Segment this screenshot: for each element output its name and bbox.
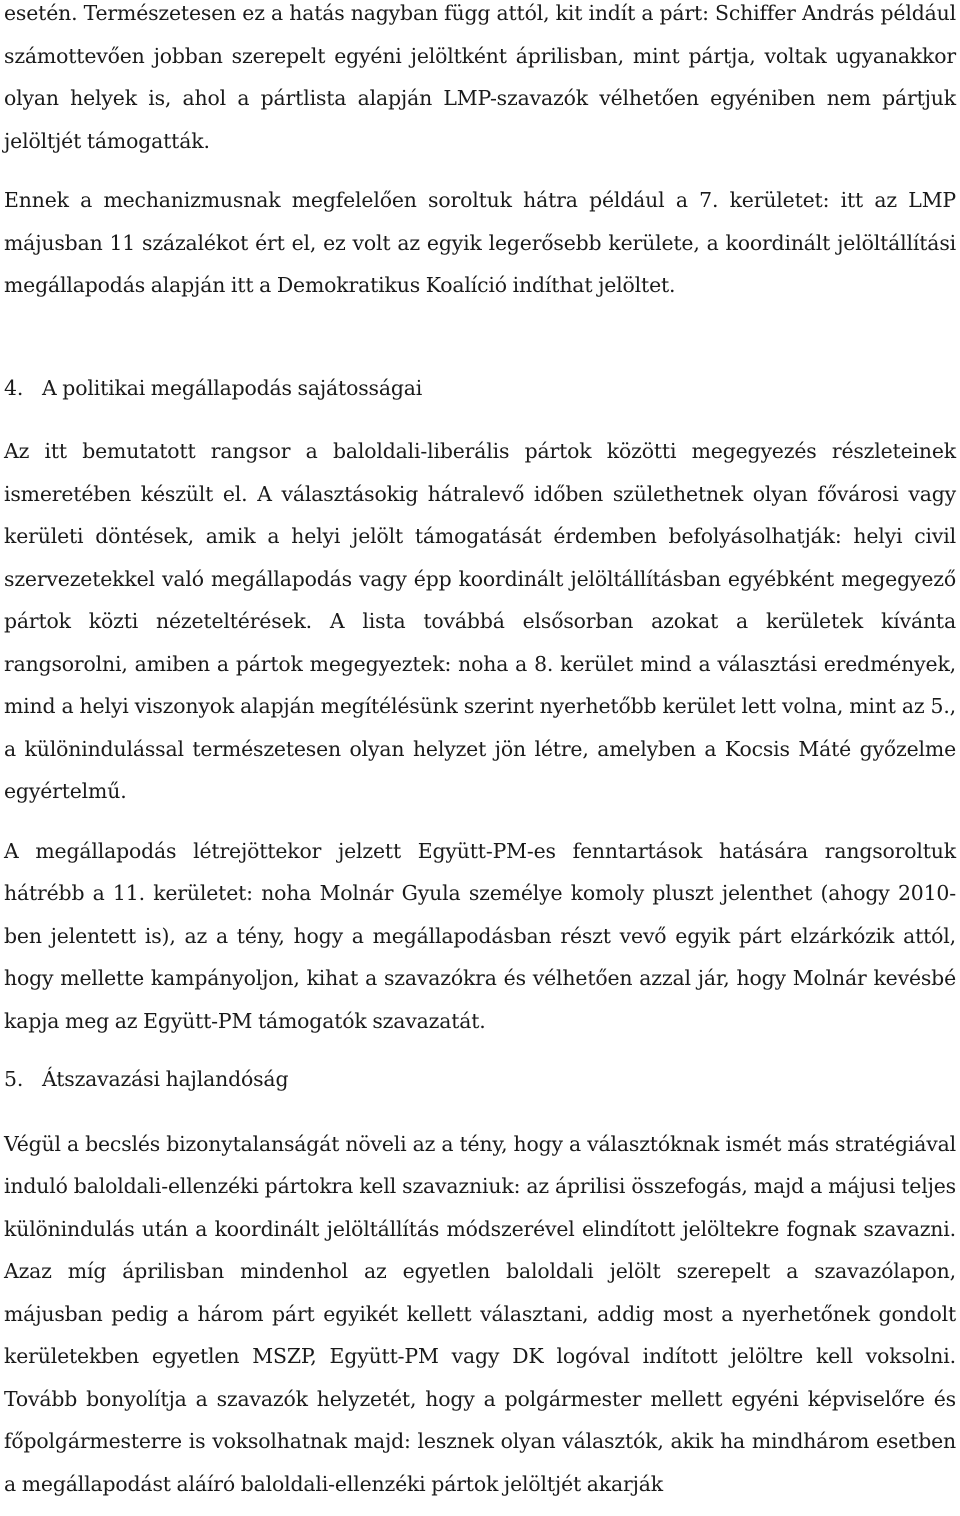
paragraph-3: Az itt bemutatott rangsor a baloldali-liberális pártok közötti megegyezés részleteinek ismeretében készült el. A választásokig hátralevő időben születhetnek olyan fővárosi vagy kerületi döntések, amik a helyi jelölt támogatását érdemben befolyásolhatják: helyi civil szervezetekkel való megállapodás vagy épp koordinált jelöltállításban egyébként megegyező pártok közti nézeteltérések. A lista továbbá elsősorban azokat a kerületek kívánta rangsorolni, amiben a pártok megegyeztek: noha a 8. kerület mind a választási eredmények, mind a helyi viszonyok alapján megítélésünk szerint nyerhetőbb kerület lett volna, mint az 5., a különindulással természetesen olyan helyzet jön létre, amelyben a Kocsis Máté győzelme egyértelmű. bbox=[4, 439, 956, 803]
paragraph-4: A megállapodás létrejöttekor jelzett Együtt-PM-es fenntartások hatására rangsoroltuk hátrébb a 11. kerületet: noha Molnár Gyula személye komoly pluszt jelenthet (ahogy 2010-ben jelentett is), az a tény, hogy a megállapodásban részt vevő egyik párt elzárkózik attól, hogy mellette kampányoljon, kihat a szavazókra és vélhetően azzal jár, hogy Molnár kevésbé kapja meg az Együtt-PM támogatók szavazatát. bbox=[4, 838, 956, 1033]
section-title: Átszavazási hajlandóság bbox=[42, 1067, 289, 1091]
section-heading-4 bbox=[4, 367, 956, 410]
section-heading-5 bbox=[4, 1058, 956, 1101]
paragraph-1: esetén. Természetesen ez a hatás nagyban függ attól, kit indít a párt: Schiffer András például számottevően jobban szerepelt egyéni jelöltként áprilisban, mint pártja, voltak ugyanakkor olyan helyek is, ahol a pártlista alapján LMP-szavazók vélhetően egyéniben nem pártjuk jelöltjét támogatták. bbox=[4, 1, 956, 153]
paragraph-5: Végül a becslés bizonytalanságát növeli az a tény, hogy a választóknak ismét más stratégiával induló baloldali-ellenzéki pártokra kell szavazniuk: az áprilisi összefogás, majd a májusi teljes különindulás után a koordinált jelöltállítás módszerével elindított jelöltekre fognak szavazni. Azaz míg áprilisban mindenhol az egyetlen baloldali jelölt szerepelt a szavazólapon, májusban pedig a három párt egyikét kellett választani, addig most a nyerhetőnek gondolt kerületekben egyetlen MSZP, Együtt-PM vagy DK logóval indított jelöltre kell voksolni. Tovább bonyolítja a szavazók helyzetét, hogy a polgármester mellett egyéni képviselőre és főpolgármesterre is voksolhatnak majd: lesznek olyan választók, akik ha mindhárom esetben a megállapodást aláíró baloldali-ellenzéki pártok jelöltjét akarják bbox=[4, 1131, 956, 1496]
paragraph-2: Ennek a mechanizmusnak megfelelően soroltuk hátra például a 7. kerületet: itt az LMP májusban 11 százalékot ért el, ez volt az egyik legerősebb kerülete, a koordinált jelöltállítási megállapodás alapján itt a Demokratikus Koalíció indíthat jelöltet. bbox=[4, 188, 956, 297]
section-title: A politikai megállapodás sajátosságai bbox=[42, 375, 423, 400]
section-number: 4. bbox=[4, 375, 24, 400]
section-number: 5. bbox=[4, 1067, 24, 1091]
document-page bbox=[4, 0, 956, 1505]
